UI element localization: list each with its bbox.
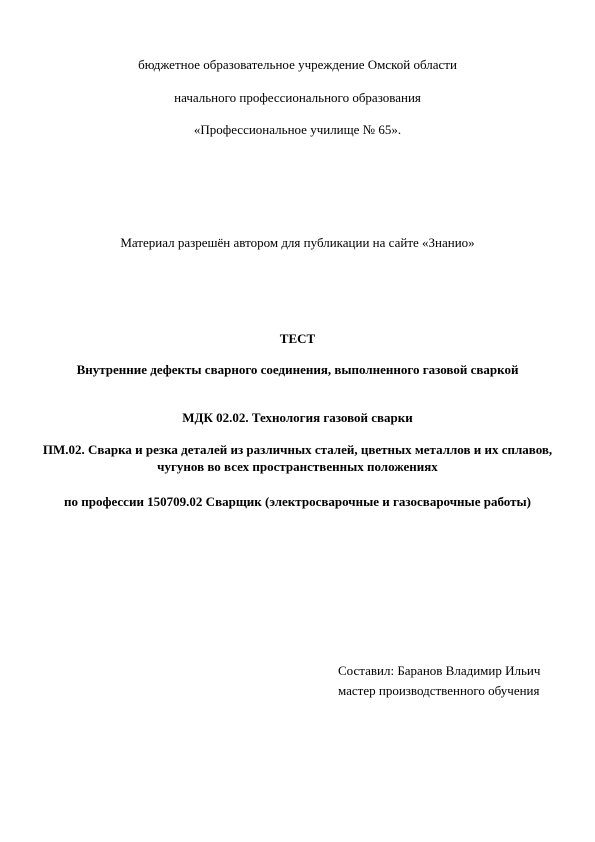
institution-line-1: бюджетное образовательное учреждение Омской области — [138, 57, 457, 72]
test-heading: ТЕСТ — [279, 331, 316, 346]
profession-title: по профессии 150709.02 Сварщик (электросварочные и газосварочные работы) — [64, 494, 531, 509]
author-name: Составил: Баранов Владимир Ильич — [338, 663, 541, 678]
institution-line-2: начального профессионального образования — [174, 90, 421, 105]
publication-permission: Материал разрешён автором для публикации на сайте «Знанио» — [120, 235, 475, 250]
pm-title: ПМ.02. Сварка и резка деталей из различных сталей, цветных металлов и их сплавов, чугунов во всех пространственных положениях — [42, 442, 553, 474]
test-topic: Внутренние дефекты сварного соединения, выполненного газовой сваркой — [76, 362, 519, 377]
mdk-title: МДК 02.02. Технология газовой сварки — [182, 410, 413, 425]
author-position: мастер производственного обучения — [338, 683, 540, 698]
institution-line-3: «Профессиональное училище № 65». — [193, 122, 402, 137]
